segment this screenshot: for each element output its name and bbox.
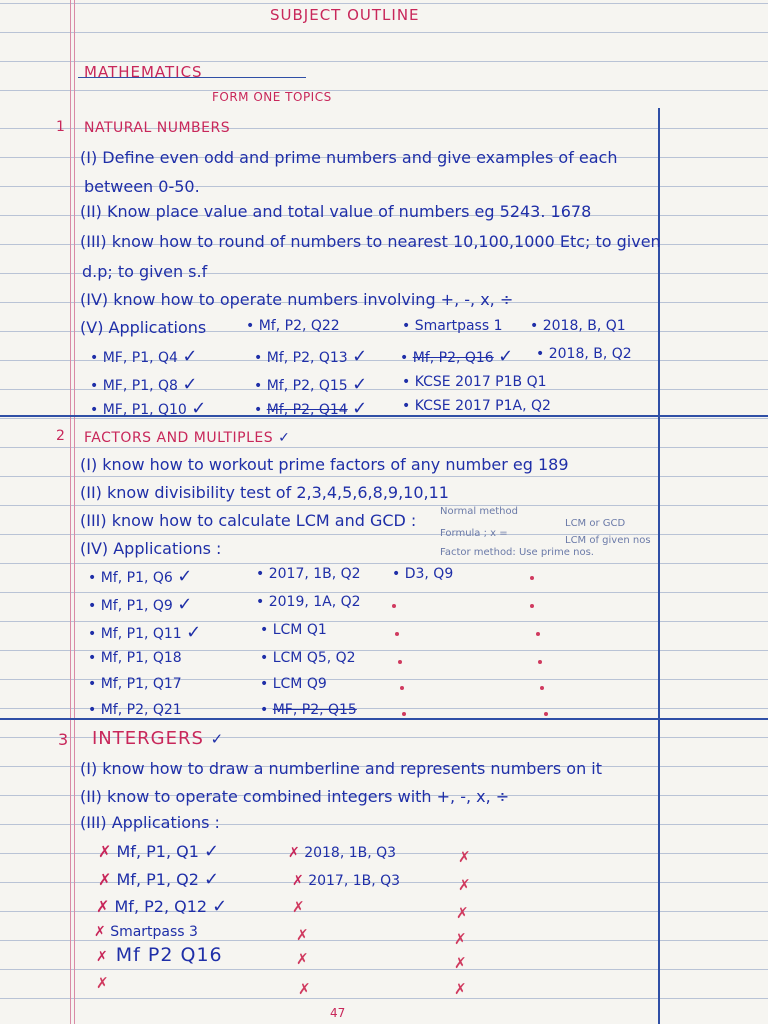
application-ref: ✗ 2018, 1B, Q3 bbox=[288, 845, 397, 861]
x-mark: ✗ bbox=[296, 950, 309, 968]
application-ref: ✗ Mf P2 Q16 bbox=[96, 944, 223, 966]
section-title: FACTORS AND MULTIPLES ✓ bbox=[84, 430, 291, 446]
subtitle: FORM ONE TOPICS bbox=[212, 90, 332, 104]
outline-item: (I) know how to workout prime factors of any number eg 189 bbox=[80, 455, 569, 474]
note: LCM of given nos bbox=[565, 535, 651, 546]
x-mark: ✗ bbox=[458, 876, 471, 894]
application-ref: • Mf, P1, Q11 ✓ bbox=[88, 622, 202, 643]
note: LCM or GCD bbox=[565, 518, 626, 529]
outline-item: between 0-50. bbox=[84, 177, 200, 196]
subject-title: MATHEMATICS bbox=[84, 63, 203, 81]
bullet-dot bbox=[538, 660, 542, 664]
application-ref: • MF, P1, Q10 ✓ bbox=[90, 398, 207, 419]
application-ref: • Mf, P1, Q18 bbox=[88, 650, 182, 666]
outline-item: d.p; to given s.f bbox=[82, 262, 208, 281]
application-ref: • MF, P1, Q4 ✓ bbox=[90, 346, 198, 367]
application-ref: • Mf, P2, Q14 ✓ bbox=[254, 398, 368, 419]
bullet-dot bbox=[530, 604, 534, 608]
section-title: INTERGERS ✓ bbox=[92, 728, 225, 749]
application-ref: • KCSE 2017 P1A, Q2 bbox=[402, 398, 551, 414]
section-number: 1 bbox=[56, 119, 66, 135]
applications-label: (V) Applications bbox=[80, 318, 207, 337]
application-ref: • MF, P1, Q8 ✓ bbox=[90, 374, 198, 395]
section-title: NATURAL NUMBERS bbox=[84, 120, 231, 136]
bullet-dot bbox=[544, 712, 548, 716]
application-ref: • LCM Q9 bbox=[260, 676, 327, 692]
application-ref: ✗ Smartpass 3 bbox=[94, 924, 198, 940]
outline-item: (III) know how to calculate LCM and GCD : bbox=[80, 511, 417, 530]
bullet-dot bbox=[398, 660, 402, 664]
applications-label: (IV) Applications : bbox=[80, 539, 222, 558]
application-ref: • Mf, P1, Q9 ✓ bbox=[88, 594, 193, 615]
application-ref: • 2019, 1A, Q2 bbox=[256, 594, 361, 610]
application-ref: ✗ Mf, P2, Q12 ✓ bbox=[96, 896, 228, 917]
outline-item: (III) know how to round of numbers to nearest 10,100,1000 Etc; to given bbox=[80, 232, 661, 251]
application-ref: ✗ Mf, P1, Q1 ✓ bbox=[98, 841, 220, 862]
note: Factor method: Use prime nos. bbox=[440, 547, 594, 558]
x-mark: ✗ bbox=[454, 954, 467, 972]
outline-item: (II) know to operate combined integers with +, -, x, ÷ bbox=[80, 787, 510, 806]
x-mark: ✗ bbox=[458, 848, 471, 866]
application-ref: • Mf, P2, Q13 ✓ bbox=[254, 346, 368, 367]
outline-item: (IV) know how to operate numbers involving +, -, x, ÷ bbox=[80, 290, 514, 309]
application-ref: • 2018, B, Q1 bbox=[530, 318, 626, 334]
application-ref: ✗ Mf, P1, Q2 ✓ bbox=[98, 869, 220, 890]
bullet-dot bbox=[392, 604, 396, 608]
application-ref: • 2017, 1B, Q2 bbox=[256, 566, 361, 582]
margin-line bbox=[74, 0, 75, 1024]
application-ref: • Mf, P2, Q16 ✓ bbox=[400, 346, 514, 367]
x-mark: ✗ bbox=[96, 974, 109, 992]
x-mark: ✗ bbox=[292, 898, 305, 916]
application-ref: ✗ 2017, 1B, Q3 bbox=[292, 873, 401, 889]
bullet-dot bbox=[402, 712, 406, 716]
application-ref: • Smartpass 1 bbox=[402, 318, 503, 334]
x-mark: ✗ bbox=[298, 980, 311, 998]
outline-item: (II) Know place value and total value of numbers eg 5243. 1678 bbox=[80, 202, 592, 221]
page-title: SUBJECT OUTLINE bbox=[270, 6, 420, 24]
outline-item: (II) know divisibility test of 2,3,4,5,6,8,9,10,11 bbox=[80, 483, 449, 502]
section-number: 2 bbox=[56, 428, 66, 444]
application-ref: • KCSE 2017 P1B Q1 bbox=[402, 374, 547, 390]
bullet-dot bbox=[400, 686, 404, 690]
outline-item: (I) Define even odd and prime numbers and give examples of each bbox=[80, 148, 618, 167]
bullet-dot bbox=[395, 632, 399, 636]
application-ref: • Mf, P2, Q15 ✓ bbox=[254, 374, 368, 395]
bullet-dot bbox=[540, 686, 544, 690]
application-ref: • 2018, B, Q2 bbox=[536, 346, 632, 362]
section-divider bbox=[0, 718, 768, 720]
application-ref: • LCM Q1 bbox=[260, 622, 327, 638]
application-ref: • Mf, P1, Q17 bbox=[88, 676, 182, 692]
x-mark: ✗ bbox=[296, 926, 309, 944]
x-mark: ✗ bbox=[456, 904, 469, 922]
application-ref: • Mf, P2, Q22 bbox=[246, 318, 340, 334]
outline-item: (I) know how to draw a numberline and represents numbers on it bbox=[80, 759, 603, 778]
application-ref: • Mf, P2, Q21 bbox=[88, 702, 182, 718]
bullet-dot bbox=[530, 576, 534, 580]
note: Normal method bbox=[440, 506, 518, 517]
application-ref: • LCM Q5, Q2 bbox=[260, 650, 356, 666]
x-mark: ✗ bbox=[454, 980, 467, 998]
application-ref: • MF, P2, Q15 bbox=[260, 702, 357, 718]
margin-line bbox=[70, 0, 71, 1024]
application-ref: • Mf, P1, Q6 ✓ bbox=[88, 566, 193, 587]
section-number: 3 bbox=[58, 730, 69, 749]
page-number: 47 bbox=[330, 1006, 346, 1020]
applications-label: (III) Applications : bbox=[80, 813, 220, 832]
application-ref: • D3, Q9 bbox=[392, 566, 454, 582]
x-mark: ✗ bbox=[454, 930, 467, 948]
bullet-dot bbox=[536, 632, 540, 636]
note: Formula ; x = bbox=[440, 528, 508, 539]
